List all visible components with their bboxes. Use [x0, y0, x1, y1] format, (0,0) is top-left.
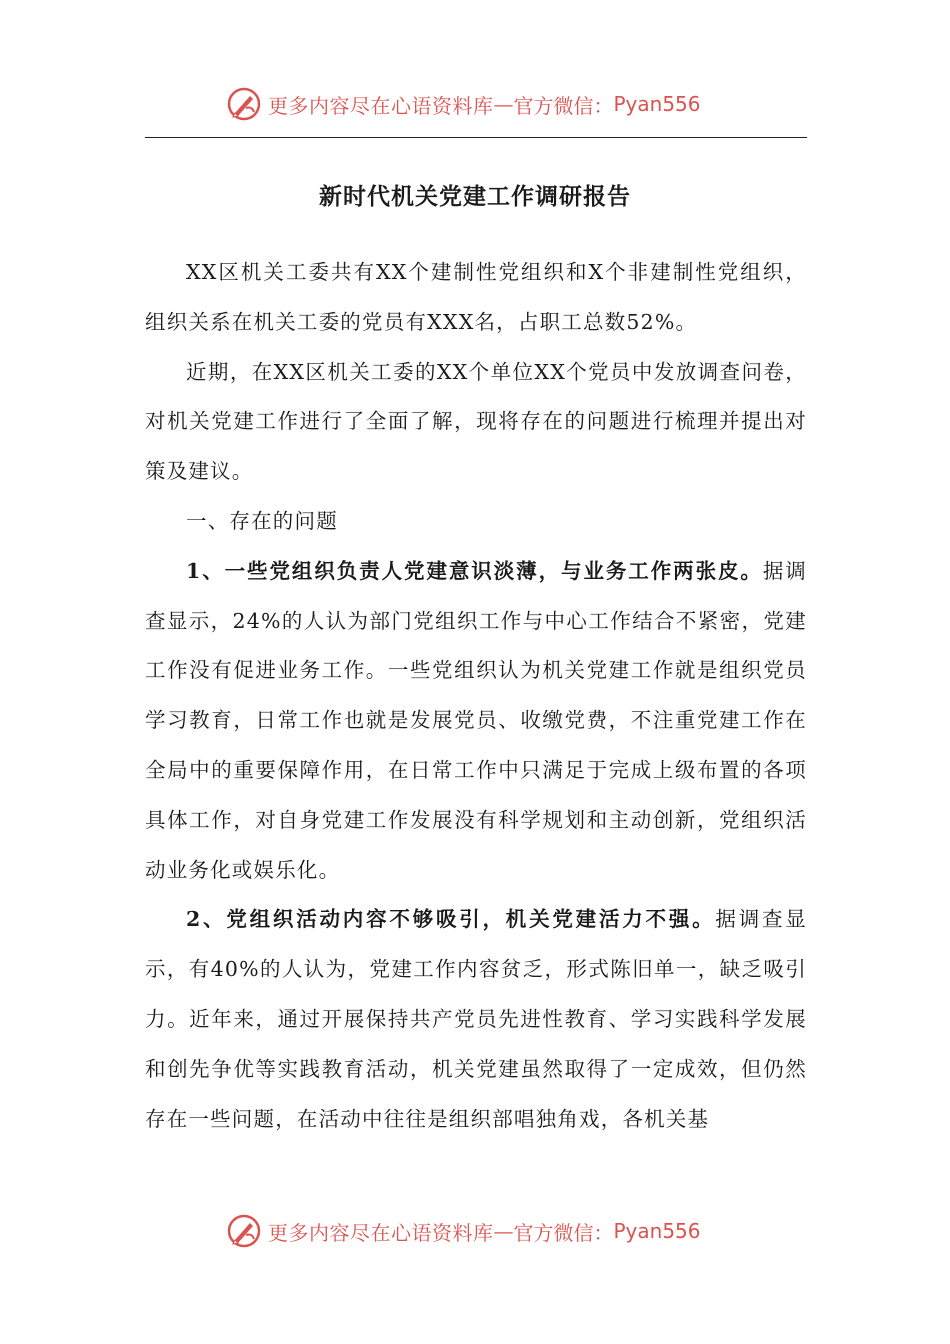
watermark-dash: — — [493, 92, 514, 116]
paragraph-survey: 近期，在XX区机关工委的XX个单位XX个党员中发放调查问卷，对机关党建工作进行了全面了解，现将存在的问题进行梳理并提出对策及建议。 — [145, 359, 807, 484]
item-1-text: 据调查显示，24%的人认为部门党组织工作与中心工作结合不紧密，党建工作没有促进业务工作。一些党组织认为机关党建工作就是组织党员学习教育，日常工作也就是发展党员、收缴党费，不注重党建工作在全局中的重要保障作用，在日常工作中只满足于完成上级布置的各项具体工作，对自身党建工作发展没有科学规划和主动创新，党组织活动业务化或娱乐化。 — [145, 558, 808, 882]
pen-logo-icon — [226, 86, 262, 122]
watermark-wechat-label: 官方微信： — [513, 1220, 614, 1245]
watermark-site-name: 更多内容尽在心语资料库 — [268, 1220, 494, 1245]
document-body — [145, 248, 807, 1144]
paragraph-item-2 — [145, 895, 807, 1144]
document-title: 新时代机关党建工作调研报告 — [319, 183, 631, 210]
paragraph-item-1 — [145, 547, 807, 896]
header-divider — [145, 137, 807, 138]
section-heading-problems: 一、存在的问题 — [186, 508, 338, 533]
watermark-dash: — — [493, 1219, 514, 1243]
paragraph-intro: XX区机关工委共有XX个建制性党组织和X个非建制性党组织，组织关系在机关工委的党员有XXX名，占职工总数52%。 — [145, 260, 807, 334]
watermark-site-name: 更多内容尽在心语资料库 — [268, 93, 494, 118]
pen-logo-icon — [226, 1213, 262, 1249]
watermark-wechat-id: Pyan556 — [613, 92, 701, 116]
footer-watermark — [226, 1211, 701, 1251]
header-watermark — [226, 84, 701, 124]
item-2-text: 据调查显示，有40%的人认为，党建工作内容贫乏，形式陈旧单一，缺乏吸引力。近年来，通过开展保持共产党员先进性教育、学习实践科学发展和创先争优等实践教育活动，机关党建虽然取得了一定成效，但仍然存在一些问题，在活动中往往是组织部唱独角戏，各机关基 — [145, 907, 807, 1131]
item-1-heading: 1、一些党组织负责人党建意识淡薄，与业务工作两张皮。 — [186, 558, 763, 583]
item-2-heading: 2、党组织活动内容不够吸引，机关党建活力不强。 — [186, 907, 716, 932]
watermark-wechat-label: 官方微信： — [513, 93, 614, 118]
watermark-wechat-id: Pyan556 — [613, 1219, 701, 1243]
